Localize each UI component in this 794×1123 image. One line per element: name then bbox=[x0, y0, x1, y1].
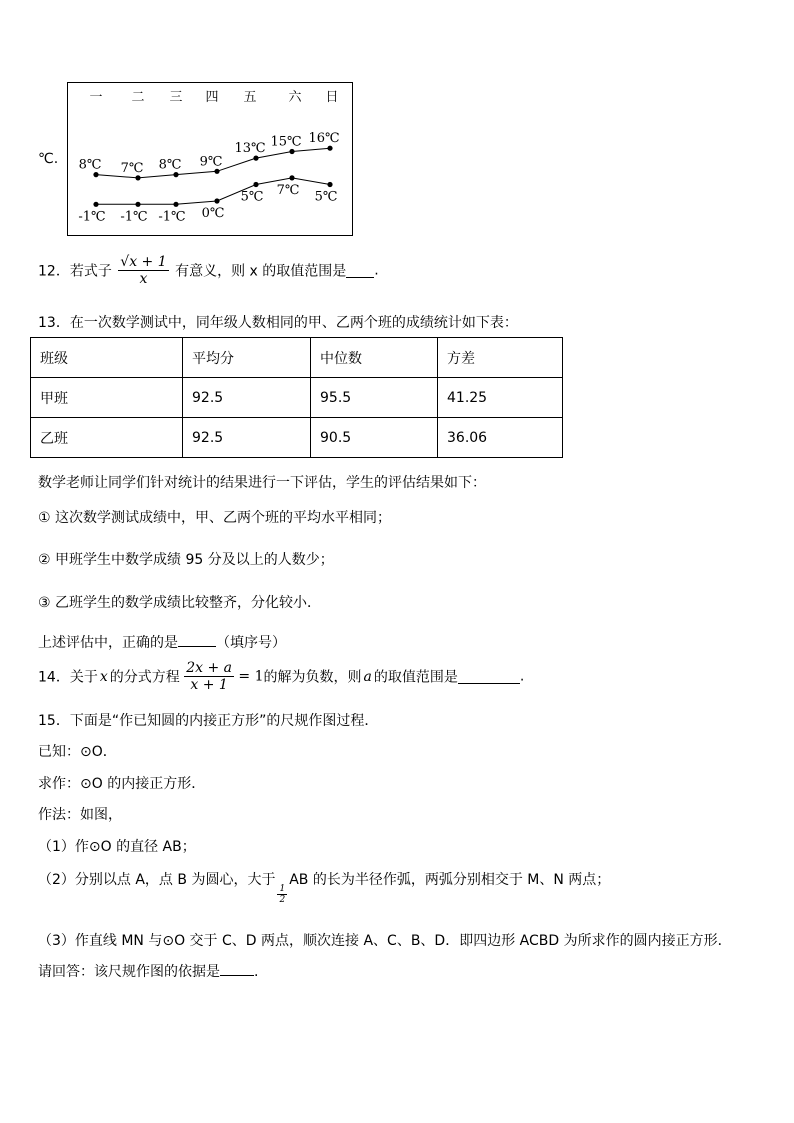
data-label: 15℃ bbox=[270, 134, 302, 150]
q14-mid: 的分式方程 bbox=[109, 669, 180, 686]
data-label: 7℃ bbox=[276, 182, 300, 198]
q15-step-2 bbox=[38, 869, 610, 905]
day-label: 二 bbox=[131, 90, 145, 105]
q12-numerator: √x + 1 bbox=[120, 254, 167, 270]
data-label: -1℃ bbox=[78, 209, 106, 225]
q12-answer-blank bbox=[346, 263, 374, 278]
day-label: 四 bbox=[205, 90, 219, 105]
data-point bbox=[327, 182, 332, 187]
q15-method: 作法：如图， bbox=[38, 807, 122, 823]
cell-variance: 36.06 bbox=[438, 418, 563, 458]
day-label: 五 bbox=[243, 90, 257, 105]
table-header-row bbox=[31, 338, 563, 378]
unit-label: ℃. bbox=[38, 151, 59, 167]
q13-intro: 数学老师让同学们针对统计的结果进行一下评估，学生的评估结果如下： bbox=[38, 475, 486, 491]
q14-suffix: 的取值范围是 bbox=[373, 669, 458, 686]
data-point bbox=[173, 172, 178, 177]
q13-answer-blank bbox=[178, 632, 216, 647]
q12-prefix: 12．若式子 bbox=[38, 263, 112, 280]
data-point bbox=[214, 169, 219, 174]
data-label: 5℃ bbox=[240, 189, 264, 205]
q15-step-1: （1）作⊙O 的直径 AB； bbox=[38, 839, 196, 855]
data-point bbox=[135, 202, 140, 207]
data-label: 16℃ bbox=[308, 131, 340, 147]
q15-given: 已知：⊙O． bbox=[38, 744, 117, 760]
q14-end: . bbox=[519, 668, 525, 685]
header-class: 班级 bbox=[31, 338, 183, 378]
data-label: 5℃ bbox=[314, 189, 338, 205]
q12 bbox=[38, 254, 379, 287]
day-label: 三 bbox=[169, 90, 183, 105]
data-label: 9℃ bbox=[199, 154, 223, 170]
temperature-chart bbox=[67, 82, 353, 236]
data-label: 0℃ bbox=[201, 206, 225, 221]
q14 bbox=[38, 660, 524, 693]
data-point bbox=[93, 172, 98, 177]
q12-suffix: 有意义，则 x 的取值范围是 bbox=[175, 263, 347, 280]
table-row bbox=[31, 418, 563, 458]
cell-class: 甲班 bbox=[31, 378, 183, 418]
data-point bbox=[253, 156, 258, 161]
cell-variance: 41.25 bbox=[438, 378, 563, 418]
q13-answer-prefix: 上述评估中，正确的是 bbox=[38, 635, 178, 651]
q15-step2-b: AB 的长为半径作弧，两弧分别相交于 M、N 两点； bbox=[289, 872, 611, 888]
q14-var-a: a bbox=[363, 668, 372, 685]
q14-fraction bbox=[184, 660, 234, 693]
temperature-chart-svg bbox=[68, 83, 352, 235]
q13-answer-suffix: （填序号） bbox=[216, 635, 286, 651]
q15-question bbox=[38, 961, 258, 981]
q13-item-2: ② 甲班学生中数学成绩 95 分及以上的人数少； bbox=[38, 552, 334, 568]
data-point bbox=[173, 202, 178, 207]
cell-mean: 92.5 bbox=[183, 378, 311, 418]
data-point bbox=[135, 175, 140, 180]
q14-equals: = 1 bbox=[238, 668, 264, 685]
q14-mid2: 的解为负数，则 bbox=[263, 669, 362, 686]
q14-numerator: 2x + a bbox=[186, 660, 232, 676]
q15-answer-blank bbox=[220, 961, 254, 976]
q14-prefix: 14．关于 bbox=[38, 669, 98, 686]
data-point bbox=[289, 149, 294, 154]
q15-frac-denominator: 2 bbox=[279, 895, 286, 905]
q12-end: . bbox=[374, 262, 379, 279]
q15-end: . bbox=[254, 964, 259, 980]
q13-item-1: ① 这次数学测试成绩中，甲、乙两个班的平均水平相同； bbox=[38, 510, 391, 526]
q14-var-x: x bbox=[99, 668, 108, 685]
header-median: 中位数 bbox=[311, 338, 438, 378]
day-label: 一 bbox=[89, 90, 103, 105]
day-label: 六 bbox=[288, 90, 302, 105]
day-label: 日 bbox=[325, 90, 339, 105]
q13-item-3: ③ 乙班学生的数学成绩比较整齐，分化较小． bbox=[38, 595, 321, 611]
data-point bbox=[93, 202, 98, 207]
q15-construct: 求作：⊙O 的内接正方形． bbox=[38, 776, 206, 792]
table-row bbox=[31, 378, 563, 418]
q12-fraction bbox=[118, 254, 168, 287]
q15-frac-numerator: 1 bbox=[279, 884, 286, 894]
q15-step2-a: （2）分别以点 A，点 B 为圆心，大于 bbox=[38, 872, 276, 888]
data-label: 13℃ bbox=[234, 141, 266, 157]
q15-title: 15．下面是“作已知圆的内接正方形”的尺规作图过程． bbox=[38, 713, 379, 729]
data-label: -1℃ bbox=[158, 209, 186, 225]
q15-step-3: （3）作直线 MN 与⊙O 交于 C、D 两点，顺次连接 A、C、B、D．即四边形 ACBD 为所求作的圆内接正方形． bbox=[38, 933, 732, 949]
cell-median: 95.5 bbox=[311, 378, 438, 418]
score-table bbox=[30, 337, 563, 458]
data-label: 7℃ bbox=[120, 160, 144, 176]
data-label: 8℃ bbox=[158, 157, 182, 173]
data-point bbox=[327, 146, 332, 151]
data-point bbox=[253, 182, 258, 187]
q15-question-text: 请回答：该尺规作图的依据是 bbox=[38, 964, 220, 980]
q13-answer bbox=[38, 632, 286, 652]
cell-class: 乙班 bbox=[31, 418, 183, 458]
data-point bbox=[289, 175, 294, 180]
data-label: 8℃ bbox=[78, 157, 102, 173]
q13-stem: 13．在一次数学测试中，同年级人数相同的甲、乙两个班的成绩统计如下表： bbox=[38, 315, 518, 331]
cell-mean: 92.5 bbox=[183, 418, 311, 458]
q12-denominator: x bbox=[139, 271, 148, 287]
q14-answer-blank bbox=[458, 669, 520, 684]
cell-median: 90.5 bbox=[311, 418, 438, 458]
header-mean: 平均分 bbox=[183, 338, 311, 378]
data-label: -1℃ bbox=[120, 209, 148, 225]
header-variance: 方差 bbox=[438, 338, 563, 378]
data-point bbox=[214, 198, 219, 203]
q14-denominator: x + 1 bbox=[190, 677, 228, 693]
q15-step2-fraction bbox=[277, 884, 287, 905]
